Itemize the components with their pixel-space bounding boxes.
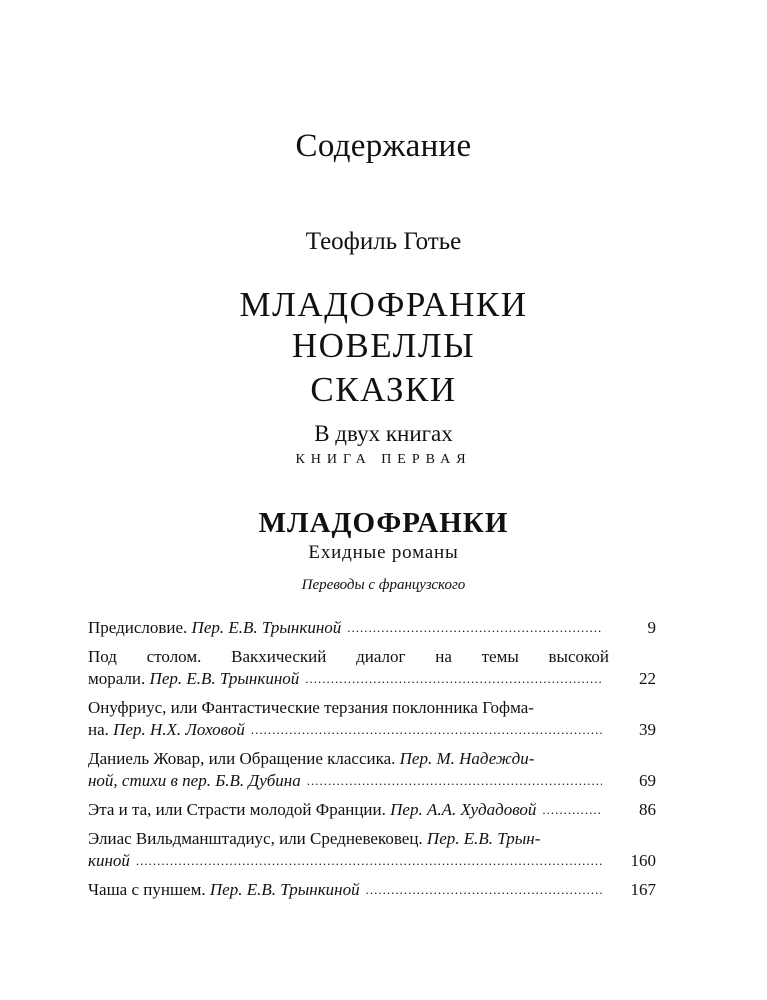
contents-heading: Содержание bbox=[295, 128, 472, 164]
toc-entry-page: 39 bbox=[639, 720, 656, 739]
toc-entry-title: Даниель Жовар, или Обращение классика. bbox=[88, 749, 396, 768]
toc-entry-title-line-1: Онуфриус, или Фантастические терзания поклонника Гофма- bbox=[88, 698, 534, 717]
toc-entry-translator: Пер. А.А. Худадовой bbox=[390, 800, 537, 819]
toc-entry-page: 167 bbox=[630, 880, 656, 899]
toc-entry-title: Предисловие. bbox=[88, 618, 188, 637]
section-subtitle: Ехидные романы bbox=[308, 542, 459, 563]
toc-entry[interactable] bbox=[88, 828, 656, 873]
book-title-line-2: НОВЕЛЛЫ bbox=[291, 326, 476, 365]
section-title: МЛАДОФРАНКИ bbox=[258, 507, 509, 539]
toc-entry-translator-line-2: киной bbox=[88, 851, 130, 870]
toc-entry-translator: Пер. Н.Х. Лоховой bbox=[113, 720, 245, 739]
edition-subtitle: В двух книгах bbox=[314, 421, 453, 446]
toc-entry[interactable] bbox=[88, 748, 656, 793]
toc-entry-translator-line-1: Пер. Е.В. Трын- bbox=[426, 829, 541, 848]
toc-entry-translator-line-2: ной, стихи в пер. Б.В. Дубина bbox=[88, 771, 301, 790]
toc-entry-page: 86 bbox=[639, 800, 656, 819]
leader-dots bbox=[305, 668, 602, 690]
book-title-line-1: МЛАДОФРАНКИ bbox=[239, 285, 528, 324]
leader-dots bbox=[542, 799, 602, 821]
leader-dots bbox=[251, 719, 602, 741]
toc-entry[interactable] bbox=[88, 646, 656, 691]
book-number: КНИГА ПЕРВАЯ bbox=[295, 452, 472, 467]
toc-entry[interactable] bbox=[88, 799, 656, 822]
leader-dots bbox=[136, 850, 602, 872]
toc-entry-page: 22 bbox=[639, 669, 656, 688]
toc-entry-title: Элиас Вильдманштадиус, или Средневековец. bbox=[88, 829, 423, 848]
toc-entry-translator-line-1: Пер. М. Надежди- bbox=[399, 749, 535, 768]
toc-entry-translator: Пер. Е.В. Трынкиной bbox=[209, 880, 360, 899]
toc-entry-title: Эта и та, или Страсти молодой Франции. bbox=[88, 800, 386, 819]
toc-entry-title-line-2: морали. bbox=[88, 669, 146, 688]
toc-entry-translator: Пер. Е.В. Трынкиной bbox=[149, 669, 300, 688]
toc-entry-page: 69 bbox=[639, 771, 656, 790]
toc-entry[interactable] bbox=[88, 697, 656, 742]
table-of-contents bbox=[88, 617, 656, 908]
author-name: Теофиль Готье bbox=[305, 228, 462, 255]
toc-entry-translator: Пер. Е.В. Трынкиной bbox=[191, 618, 342, 637]
book-title-line-3: СКАЗКИ bbox=[310, 370, 457, 409]
toc-entry[interactable] bbox=[88, 879, 656, 902]
toc-entry-title: Чаша с пуншем. bbox=[88, 880, 206, 899]
toc-entry-title-line-1: Под столом. Вакхический диалог на темы высокой bbox=[88, 647, 609, 666]
leader-dots bbox=[366, 879, 602, 901]
toc-entry-page: 9 bbox=[647, 618, 656, 637]
leader-dots bbox=[307, 770, 602, 792]
leader-dots bbox=[347, 617, 602, 639]
translations-note: Переводы с французского bbox=[301, 577, 466, 593]
toc-entry[interactable] bbox=[88, 617, 656, 640]
toc-entry-page: 160 bbox=[630, 851, 656, 870]
toc-entry-title-line-2: на. bbox=[88, 720, 109, 739]
